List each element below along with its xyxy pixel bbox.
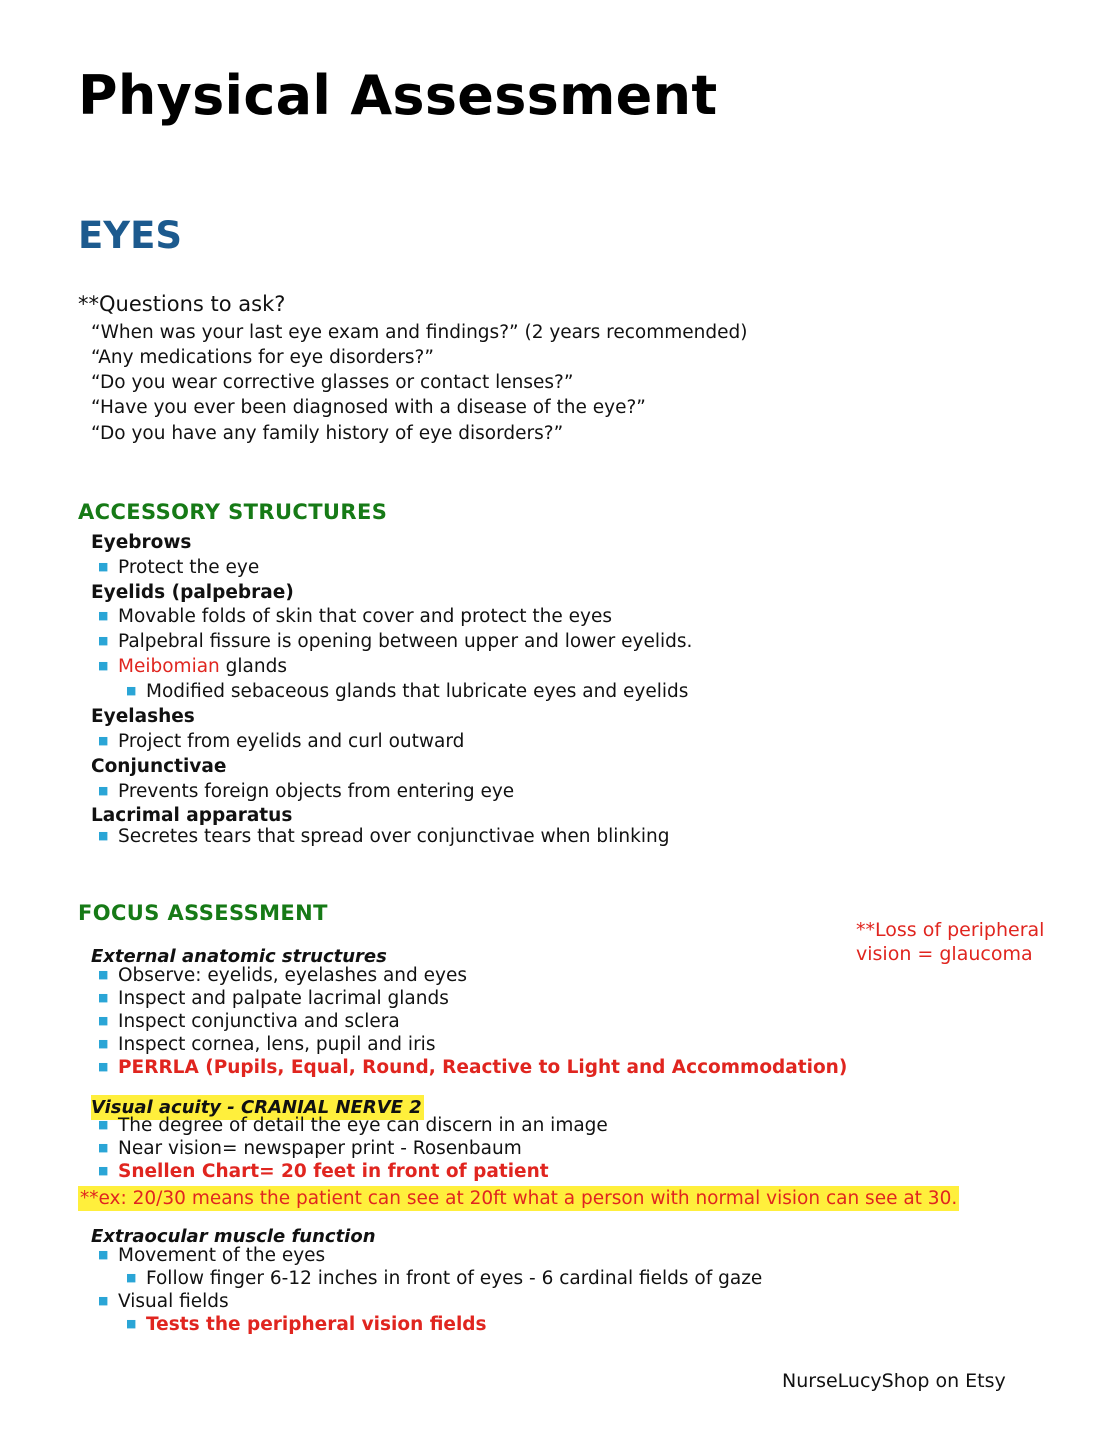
bullet-icon: ■ [98, 991, 109, 1004]
bullet-icon: ■ [98, 734, 109, 747]
bullet-icon: ■ [98, 1118, 109, 1131]
extraocular-label: Extraocular muscle function [91, 1226, 376, 1247]
bullet-icon: ■ [98, 609, 109, 622]
list-item-text: Secretes tears that spread over conjunctivae when blinking [118, 826, 670, 847]
lacrimal-label: Lacrimal apparatus [91, 805, 293, 826]
list-item-text: Modified sebaceous glands that lubricate eyes and eyelids [146, 681, 689, 702]
question-item: “Do you have any family history of eye disorders?” [91, 423, 564, 444]
list-item [98, 781, 514, 802]
external-structures-label: External anatomic structures [91, 946, 387, 967]
eyelashes-label: Eyelashes [91, 706, 195, 727]
list-item [98, 826, 669, 847]
question-item: “Any medications for eye disorders?” [91, 347, 434, 368]
list-item-text: Near vision= newspaper print - Rosenbaum [118, 1138, 522, 1159]
list-item [98, 1034, 435, 1055]
list-item-text: Inspect and palpate lacrimal glands [118, 988, 449, 1009]
meibomian-term: Meibomian [118, 656, 220, 677]
focus-assessment-heading: FOCUS ASSESSMENT [78, 901, 328, 925]
list-item [98, 656, 287, 677]
glaucoma-note: **Loss of peripheral vision = glaucoma [856, 919, 1045, 965]
bullet-icon: ■ [98, 1248, 109, 1261]
bullet-icon: ■ [98, 968, 109, 981]
list-item [98, 1138, 522, 1159]
list-item [126, 1268, 762, 1289]
list-item [98, 631, 692, 652]
page-title: Physical Assessment [78, 64, 718, 127]
footer-credit: NurseLucyShop on Etsy [782, 1370, 1006, 1392]
conjunctivae-label: Conjunctivae [91, 756, 227, 777]
list-item-text: Project from eyelids and curl outward [118, 731, 465, 752]
bullet-icon: ■ [126, 1317, 137, 1330]
list-item [98, 965, 467, 986]
bullet-icon: ■ [98, 659, 109, 672]
list-item-text: Palpebral fissure is opening between upper and lower eyelids. [118, 631, 693, 652]
bullet-icon: ■ [98, 829, 109, 842]
question-item: “When was your last eye exam and findings?” (2 years recommended) [91, 322, 748, 343]
list-item-text: Protect the eye [118, 557, 260, 578]
list-item [98, 1057, 847, 1078]
bullet-icon: ■ [98, 1141, 109, 1154]
bullet-icon: ■ [98, 560, 109, 573]
list-item-text: Movable folds of skin that cover and protect the eyes [118, 606, 612, 627]
bullet-icon: ■ [98, 1060, 109, 1073]
visual-acuity-label: Visual acuity - CRANIAL NERVE 2 [91, 1097, 422, 1118]
question-item: “Have you ever been diagnosed with a disease of the eye?” [91, 397, 646, 418]
list-item [98, 731, 464, 752]
list-item-text: Movement of the eyes [118, 1245, 326, 1266]
bullet-icon: ■ [126, 684, 137, 697]
eyelids-label: Eyelids (palpebrae) [91, 582, 294, 603]
perrla-text: PERRLA (Pupils, Equal, Round, Reactive to Light and Accommodation) [118, 1057, 848, 1078]
questions-heading: **Questions to ask? [78, 292, 286, 316]
list-item [126, 1314, 487, 1335]
list-item [98, 988, 449, 1009]
bullet-icon: ■ [98, 1014, 109, 1027]
question-item: “Do you wear corrective glasses or contact lenses?” [91, 372, 574, 393]
bullet-icon: ■ [98, 784, 109, 797]
snellen-example-note: **ex: 20/30 means the patient can see at 20ft what a person with normal vision can see at 30. [80, 1188, 958, 1209]
snellen-chart-text: Snellen Chart= 20 feet in front of patient [118, 1161, 549, 1182]
bullet-icon: ■ [98, 1037, 109, 1050]
list-item-text: glands [219, 656, 287, 677]
list-item-text: Follow finger 6-12 inches in front of eyes - 6 cardinal fields of gaze [146, 1268, 763, 1289]
list-item-text: Visual fields [118, 1291, 229, 1312]
list-item [98, 1011, 400, 1032]
list-item-text: Observe: eyelids, eyelashes and eyes [118, 965, 467, 986]
section-title-eyes: EYES [78, 214, 182, 257]
list-item [126, 681, 688, 702]
list-item [98, 606, 612, 627]
peripheral-vision-text: Tests the peripheral vision fields [146, 1314, 487, 1335]
eyebrows-label: Eyebrows [91, 532, 192, 553]
list-item-text: The degree of detail the eye can discern in an image [118, 1115, 608, 1136]
list-item-text: Inspect conjunctiva and sclera [118, 1011, 400, 1032]
list-item-text: Inspect cornea, lens, pupil and iris [118, 1034, 436, 1055]
list-item [98, 1115, 608, 1136]
list-item-text: Prevents foreign objects from entering eye [118, 781, 515, 802]
list-item [98, 1161, 549, 1182]
bullet-icon: ■ [126, 1271, 137, 1284]
bullet-icon: ■ [98, 634, 109, 647]
list-item [98, 1291, 229, 1312]
accessory-structures-heading: ACCESSORY STRUCTURES [78, 500, 388, 524]
bullet-icon: ■ [98, 1294, 109, 1307]
bullet-icon: ■ [98, 1164, 109, 1177]
list-item [98, 557, 259, 578]
list-item [98, 1245, 325, 1266]
